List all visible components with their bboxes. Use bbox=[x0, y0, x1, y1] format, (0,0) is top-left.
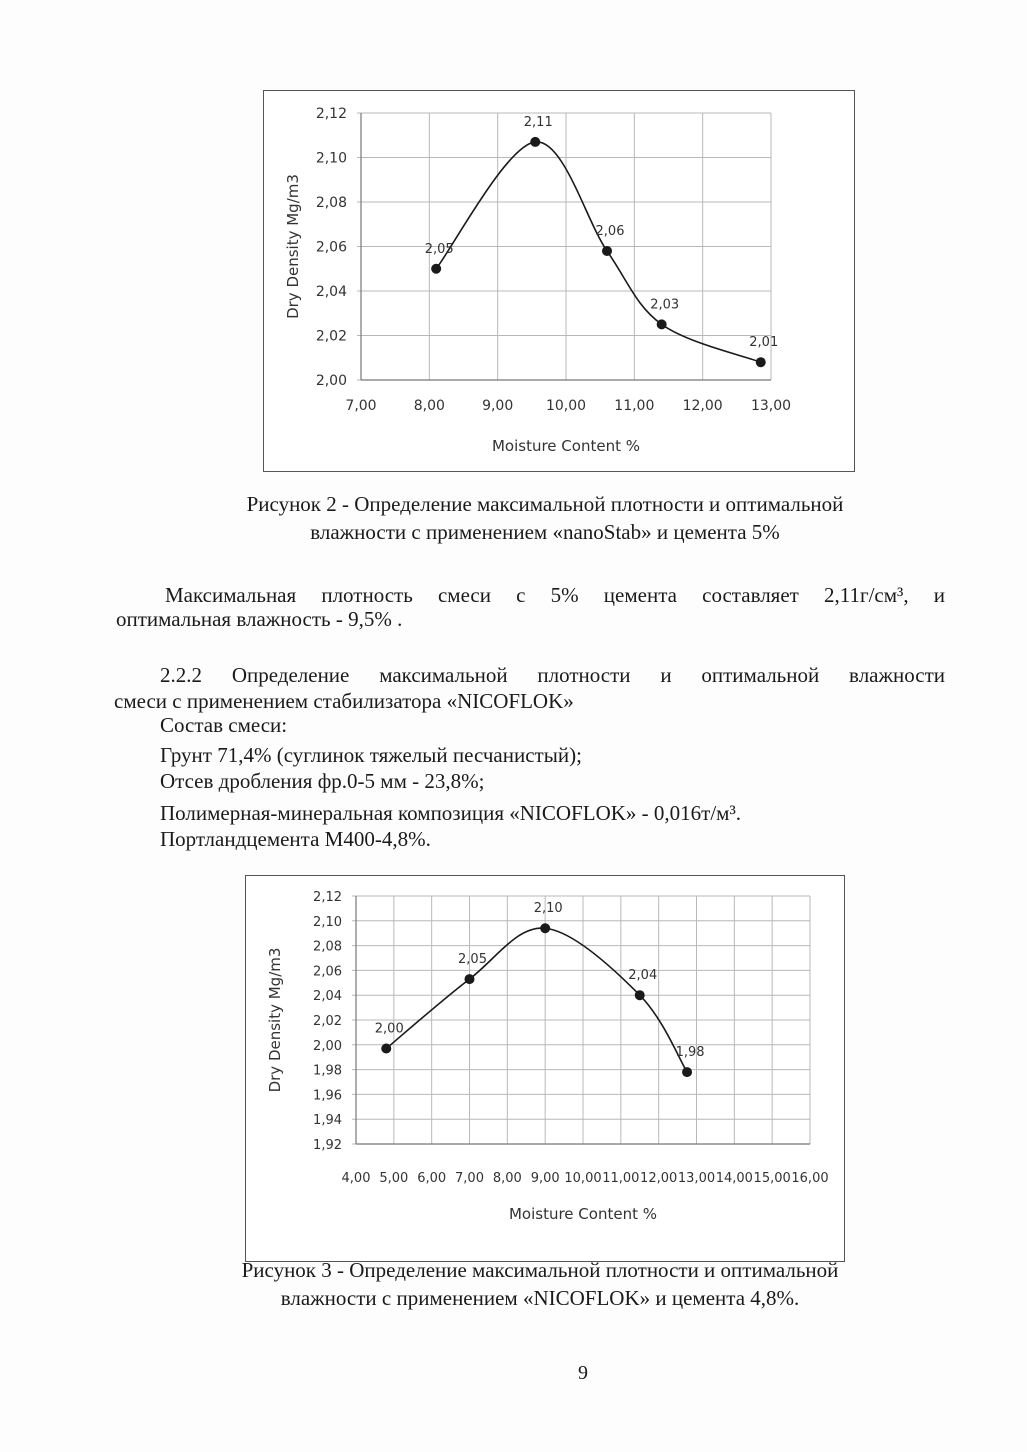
x-tick-label: 6,00 bbox=[417, 1171, 447, 1186]
x-tick-label: 9,00 bbox=[482, 398, 514, 414]
y-tick-label: 2,06 bbox=[313, 964, 342, 980]
section-heading-line2: смеси с применением стабилизатора «NICOFLOK» bbox=[114, 689, 574, 713]
page-number: 9 bbox=[578, 1362, 588, 1384]
chart-figure-3 bbox=[245, 875, 845, 1262]
y-tick-label: 2,08 bbox=[313, 939, 342, 955]
data-point bbox=[530, 137, 540, 147]
figure-2-caption-line1: Рисунок 2 - Определение максимальной плотности и оптимальной bbox=[246, 492, 844, 516]
data-label: 1,98 bbox=[675, 1045, 705, 1061]
x-axis-title: Moisture Content % bbox=[508, 1205, 658, 1223]
data-label: 2,06 bbox=[595, 223, 625, 239]
x-tick-label: 12,00 bbox=[640, 1171, 678, 1186]
data-point bbox=[635, 990, 645, 1000]
data-label: 2,03 bbox=[650, 297, 680, 313]
y-tick-label: 1,92 bbox=[313, 1138, 342, 1153]
y-tick-label: 1,94 bbox=[313, 1113, 342, 1129]
composition-item-1: Грунт 71,4% (суглинок тяжелый песчанистый); bbox=[160, 743, 582, 767]
y-tick-label: 2,08 bbox=[315, 195, 347, 211]
paragraph-max-density-line2: оптимальная влажность - 9,5% . bbox=[116, 607, 403, 631]
composition-item-2: Отсев дробления фр.0-5 мм - 23,8%; bbox=[160, 769, 485, 793]
composition-item-3: Полимерная-минеральная композиция «NICOFLOK» - 0,016т/м³. bbox=[160, 801, 741, 825]
figure-3-caption bbox=[140, 1256, 940, 1312]
y-tick-label: 2,10 bbox=[315, 150, 347, 167]
data-label: 2,01 bbox=[749, 335, 779, 351]
data-label: 2,05 bbox=[458, 952, 487, 968]
x-tick-label: 14,00 bbox=[715, 1171, 753, 1186]
figure-3-caption-line2: влажности с применением «NICOFLOK» и цемента 4,8%. bbox=[280, 1286, 800, 1310]
data-point bbox=[602, 246, 612, 256]
data-label: 2,00 bbox=[374, 1021, 404, 1037]
x-tick-label: 10,00 bbox=[564, 1171, 602, 1186]
x-tick-label: 11,00 bbox=[602, 1171, 640, 1186]
y-tick-label: 2,04 bbox=[315, 284, 347, 300]
x-tick-label: 7,00 bbox=[455, 1171, 484, 1186]
y-tick-label: 1,96 bbox=[313, 1088, 342, 1104]
y-tick-label: 2,02 bbox=[313, 1014, 342, 1029]
x-tick-label: 11,00 bbox=[614, 398, 655, 414]
composition-item-4: Портландцемента М400-4,8%. bbox=[160, 827, 431, 851]
section-heading-line1: 2.2.2 Определение максимальной плотности и оптимальной влажности bbox=[160, 663, 945, 687]
data-point bbox=[657, 319, 667, 329]
x-tick-label: 10,00 bbox=[545, 398, 587, 414]
data-point bbox=[540, 923, 550, 933]
figure-3-caption-line1: Рисунок 3 - Определение максимальной плотности и оптимальной bbox=[241, 1258, 839, 1282]
y-tick-label: 2,02 bbox=[315, 328, 347, 345]
x-tick-label: 5,00 bbox=[379, 1171, 409, 1186]
x-tick-label: 15,00 bbox=[753, 1171, 791, 1186]
figure-2-caption-line2: влажности с применением «nanoStab» и цемента 5% bbox=[310, 520, 780, 544]
x-tick-label: 13,00 bbox=[677, 1171, 716, 1186]
x-tick-label: 7,00 bbox=[345, 398, 377, 414]
figure-2-caption bbox=[150, 490, 940, 546]
y-tick-label: 2,12 bbox=[315, 106, 347, 122]
x-tick-label: 16,00 bbox=[791, 1171, 829, 1186]
data-point bbox=[465, 974, 475, 984]
x-tick-label: 13,00 bbox=[750, 398, 792, 414]
y-tick-label: 2,12 bbox=[313, 890, 342, 905]
data-label: 2,10 bbox=[533, 901, 563, 917]
y-tick-label: 2,00 bbox=[313, 1038, 342, 1054]
composition-title: Состав смеси: bbox=[160, 713, 288, 737]
data-point bbox=[381, 1044, 391, 1054]
x-tick-label: 8,00 bbox=[413, 398, 445, 414]
y-axis-title: Dry Density Mg/m3 bbox=[266, 947, 284, 1093]
chart-figure-3-svg bbox=[246, 876, 844, 1261]
x-tick-label: 12,00 bbox=[682, 398, 723, 414]
y-tick-label: 1,98 bbox=[313, 1063, 342, 1079]
chart-figure-2 bbox=[263, 90, 855, 472]
series-line bbox=[436, 142, 761, 362]
y-tick-label: 2,10 bbox=[313, 914, 342, 930]
data-label: 2,04 bbox=[628, 968, 658, 984]
x-tick-label: 4,00 bbox=[341, 1171, 371, 1186]
x-tick-label: 9,00 bbox=[530, 1171, 560, 1186]
data-point bbox=[682, 1067, 692, 1077]
data-label: 2,11 bbox=[523, 114, 553, 130]
data-point bbox=[756, 357, 766, 367]
chart-figure-2-svg bbox=[264, 91, 854, 471]
x-axis-title: Moisture Content % bbox=[491, 437, 641, 455]
x-tick-label: 8,00 bbox=[492, 1171, 522, 1186]
y-tick-label: 2,04 bbox=[313, 989, 342, 1005]
data-label: 2,05 bbox=[424, 241, 454, 257]
paragraph-max-density-line1: Максимальная плотность смеси с 5% цемента составляет 2,11г/см³, и bbox=[165, 583, 945, 607]
y-tick-label: 2,06 bbox=[315, 239, 347, 256]
data-point bbox=[431, 264, 441, 274]
y-tick-label: 2,00 bbox=[315, 373, 347, 389]
y-axis-title: Dry Density Mg/m3 bbox=[284, 174, 302, 319]
